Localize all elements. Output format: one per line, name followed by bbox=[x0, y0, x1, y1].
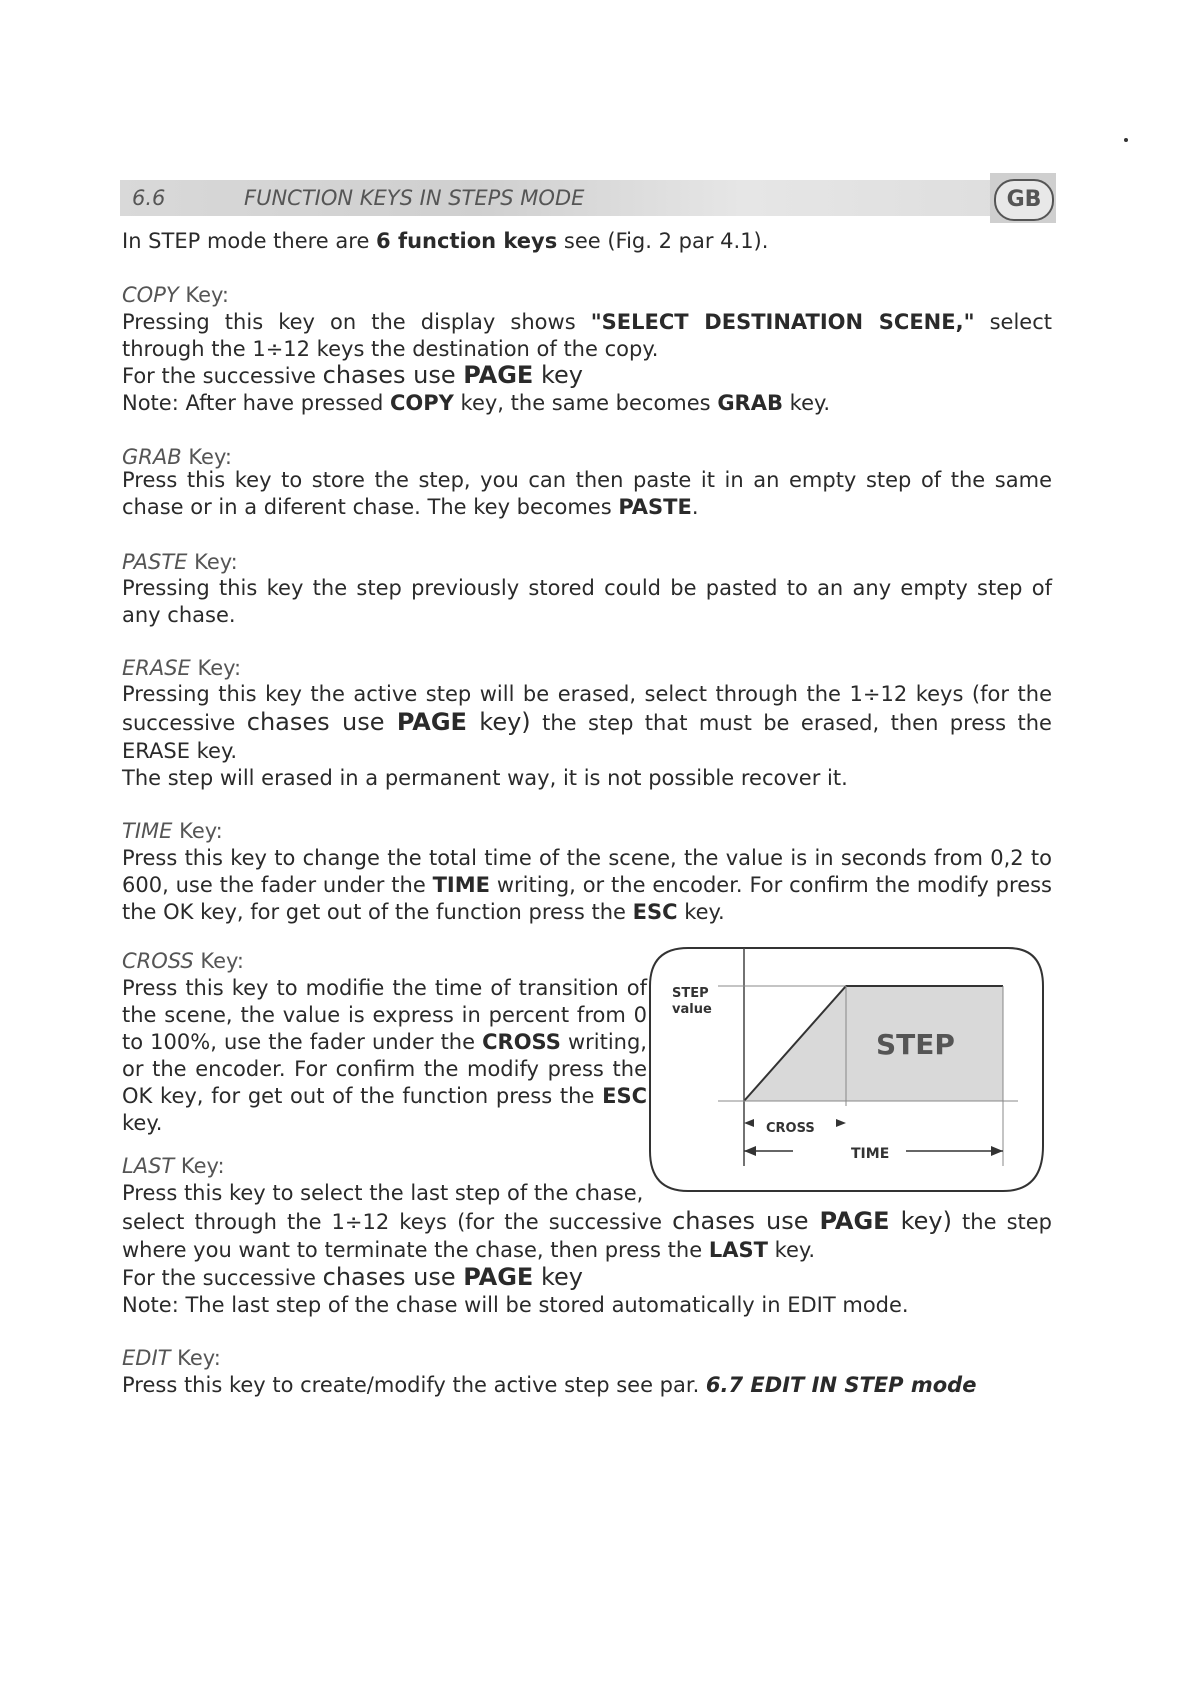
diagram-cross-label: CROSS bbox=[766, 1121, 815, 1136]
grab-key-heading: GRAB Key: bbox=[122, 445, 232, 469]
diagram-step-big-label: STEP bbox=[876, 1028, 955, 1061]
last-paragraph: select through the 1÷12 keys (for the successive chases use PAGE key) the step where you want to terminate the chase, then press the LAST key. bbox=[122, 1207, 1052, 1262]
section-number: 6.6 bbox=[132, 186, 166, 210]
step-area bbox=[744, 986, 1003, 1101]
erase-key-heading: ERASE Key: bbox=[122, 656, 242, 680]
diagram-step-value-label: STEP value bbox=[672, 986, 712, 1017]
language-badge-label: GB bbox=[994, 179, 1054, 221]
last-paragraph-line1: Press this key to select the last step of the chase, bbox=[122, 1181, 644, 1205]
paste-key-heading: PASTE Key: bbox=[122, 550, 238, 574]
copy-page-line: For the successive chases use PAGE key bbox=[122, 361, 583, 389]
copy-key-heading: COPY Key: bbox=[122, 283, 229, 307]
diagram-graphic bbox=[648, 946, 1048, 1196]
time-paragraph: Press this key to change the total time of the scene, the value is in seconds from 0,2 to 600, use the fader under the TIME writing, or the encoder. For confirm the modify press the OK key, for get out of the function press the ESC key. bbox=[122, 846, 1052, 924]
copy-paragraph: Pressing this key on the display shows "SELECT DESTINATION SCENE," select through the 1÷12 keys the destination of the copy. bbox=[122, 310, 1052, 361]
cross-key-heading: CROSS Key: bbox=[122, 949, 244, 973]
stray-dot bbox=[1124, 138, 1128, 142]
erase-warning: The step will erased in a permanent way, it is not possible recover it. bbox=[122, 766, 848, 790]
language-badge bbox=[990, 173, 1056, 223]
time-arrow-left bbox=[744, 1146, 756, 1156]
cross-time-diagram bbox=[648, 946, 1048, 1196]
diagram-time-label: TIME bbox=[851, 1146, 890, 1162]
edit-paragraph: Press this key to create/modify the active step see par. 6.7 EDIT IN STEP mode bbox=[122, 1373, 977, 1397]
cross-arrow-right bbox=[836, 1119, 846, 1127]
last-key-heading: LAST Key: bbox=[122, 1154, 225, 1178]
last-note: Note: The last step of the chase will be stored automatically in EDIT mode. bbox=[122, 1293, 909, 1317]
section-title: FUNCTION KEYS IN STEPS MODE bbox=[244, 186, 585, 210]
intro-paragraph: In STEP mode there are 6 function keys see (Fig. 2 par 4.1). bbox=[122, 229, 769, 253]
cross-paragraph: Press this key to modifie the time of transition of the scene, the value is express in percent from 0 to 100%, use the fader under the CROSS writing, or the encoder. For confirm the modify press the OK key, for get out of the function press the ESC key. bbox=[122, 976, 647, 1135]
erase-paragraph: Pressing this key the active step will be erased, select through the 1÷12 keys (for the successive chases use PAGE key) the step that must be erased, then press the ERASE key. bbox=[122, 682, 1052, 763]
time-arrow-right bbox=[991, 1146, 1003, 1156]
paste-paragraph: Pressing this key the step previously stored could be pasted to an any empty step of any chase. bbox=[122, 576, 1052, 627]
copy-note: Note: After have pressed COPY key, the same becomes GRAB key. bbox=[122, 391, 831, 415]
edit-key-heading: EDIT Key: bbox=[122, 1346, 221, 1370]
time-key-heading: TIME Key: bbox=[122, 819, 223, 843]
last-page-line: For the successive chases use PAGE key bbox=[122, 1263, 583, 1291]
grab-paragraph: Press this key to store the step, you can then paste it in an empty step of the same chase or in a diferent chase. The key becomes PASTE. bbox=[122, 468, 1052, 519]
cross-arrow-left bbox=[744, 1119, 754, 1127]
